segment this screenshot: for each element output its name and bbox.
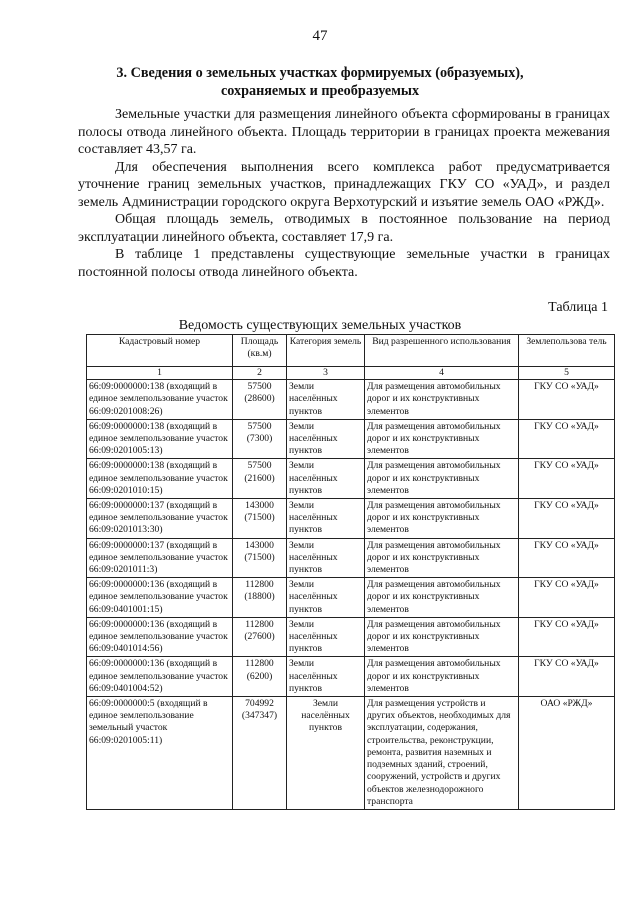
land-user-cell: ГКУ СО «УАД»: [519, 657, 615, 697]
table-header-row: [87, 335, 615, 367]
header-area: Площадь (кв.м): [233, 335, 287, 367]
permitted-use-cell: Для размещения автомобильных дорог и их конструктивных элементов: [365, 538, 519, 578]
table-row: [87, 419, 615, 459]
area-total: 143000: [245, 500, 274, 512]
column-number: 4: [365, 367, 519, 380]
table-row: [87, 538, 615, 578]
table-caption: Таблица 1: [548, 300, 608, 315]
table-row: [87, 617, 615, 657]
header-land-user: Землепользова тель: [519, 335, 615, 367]
header-permitted-use: Вид разрешенного использования: [365, 335, 519, 367]
cadastral-number-cell: 66:09:0000000:138 (входящий в единое землепользование участок 66:09:0201008:26): [87, 380, 233, 420]
land-user-cell: ГКУ СО «УАД»: [519, 578, 615, 618]
area-cell: [233, 419, 287, 459]
area-part: (27600): [244, 631, 275, 643]
table-row: [87, 499, 615, 539]
column-number-row: [87, 367, 615, 380]
category-cell: Земли населённых пунктов: [287, 380, 365, 420]
permitted-use-cell: Для размещения автомобильных дорог и их конструктивных элементов: [365, 419, 519, 459]
area-part: (28600): [244, 393, 275, 405]
cadastral-number-cell: 66:09:0000000:136 (входящий в единое землепользование участок 66:09:0401014:56): [87, 617, 233, 657]
table-row: [87, 459, 615, 499]
area-cell: [233, 617, 287, 657]
area-total: 57500: [247, 381, 272, 393]
area-part: (21600): [244, 472, 275, 484]
table-title: Ведомость существующих земельных участков: [178, 318, 462, 333]
area-total: 112800: [245, 658, 274, 670]
category-cell: Земли населённых пунктов: [287, 538, 365, 578]
category-cell: Земли населённых пунктов: [287, 459, 365, 499]
header-land-category: Категория земель: [287, 335, 365, 367]
area-cell: [233, 697, 287, 810]
land-plots-table: [86, 334, 615, 810]
cadastral-number-cell: 66:09:0000000:137 (входящий в единое землепользование участок 66:09:0201013:30): [87, 499, 233, 539]
category-cell: Земли населённых пунктов: [287, 697, 365, 810]
cadastral-number-cell: 66:09:0000000:137 (входящий в единое землепользование участок 66:09:0201011:3): [87, 538, 233, 578]
area-total: 57500: [247, 420, 272, 432]
permitted-use-cell: Для размещения автомобильных дорог и их конструктивных элементов: [365, 578, 519, 618]
permitted-use-cell: Для размещения устройств и других объектов, необходимых для эксплуатации, содержания, строительства, реконструкции, ремонта, развития наземных и подземных зданий, строений, сооружений, устройств и других объектов железнодорожного транспорта: [365, 697, 519, 810]
land-user-cell: ОАО «РЖД»: [519, 697, 615, 810]
area-total: 112800: [245, 618, 274, 630]
area-total: 143000: [245, 539, 274, 551]
area-part: (6200): [246, 670, 273, 682]
land-user-cell: ГКУ СО «УАД»: [519, 538, 615, 578]
area-part: (71500): [244, 512, 275, 524]
area-cell: [233, 499, 287, 539]
area-total: 704992: [245, 698, 274, 710]
land-user-cell: ГКУ СО «УАД»: [519, 380, 615, 420]
cadastral-number-cell: 66:09:0000000:138 (входящий в единое землепользование участок 66:09:0201010:15): [87, 459, 233, 499]
permitted-use-cell: Для размещения автомобильных дорог и их конструктивных элементов: [365, 617, 519, 657]
area-total: 57500: [247, 460, 272, 472]
area-part: (71500): [244, 551, 275, 563]
table-row: [87, 657, 615, 697]
cadastral-number-cell: 66:09:0000000:138 (входящий в единое землепользование участок 66:09:0201005:13): [87, 419, 233, 459]
land-user-cell: ГКУ СО «УАД»: [519, 617, 615, 657]
cadastral-number-cell: 66:09:0000000:136 (входящий в единое землепользование участок 66:09:0401001:15): [87, 578, 233, 618]
column-number: 2: [233, 367, 287, 380]
area-cell: [233, 657, 287, 697]
area-part: (7300): [246, 433, 273, 445]
category-cell: Земли населённых пунктов: [287, 499, 365, 539]
table-row: [87, 578, 615, 618]
section-heading-line-1: 3. Сведения о земельных участках формируемых (образуемых),: [116, 65, 524, 81]
area-cell: [233, 578, 287, 618]
land-user-cell: ГКУ СО «УАД»: [519, 499, 615, 539]
table-row: [87, 380, 615, 420]
column-number: 3: [287, 367, 365, 380]
category-cell: Земли населённых пунктов: [287, 578, 365, 618]
column-number: 5: [519, 367, 615, 380]
area-cell: [233, 380, 287, 420]
area-part: (347347): [241, 710, 278, 722]
table-row: [87, 697, 615, 810]
permitted-use-cell: Для размещения автомобильных дорог и их конструктивных элементов: [365, 657, 519, 697]
paragraph-4: В таблице 1 представлены существующие земельные участки в границах постоянной полосы отвода линейного объекта.: [78, 247, 610, 280]
permitted-use-cell: Для размещения автомобильных дорог и их конструктивных элементов: [365, 459, 519, 499]
paragraph-3: Общая площадь земель, отводимых в постоянное пользование на период эксплуатации линейного объекта, составляет 17,9 га.: [78, 212, 610, 245]
page-number: 47: [312, 28, 328, 44]
category-cell: Земли населённых пунктов: [287, 617, 365, 657]
header-cadastral-number: Кадастровый номер: [87, 335, 233, 367]
area-cell: [233, 459, 287, 499]
category-cell: Земли населённых пунктов: [287, 419, 365, 459]
land-user-cell: ГКУ СО «УАД»: [519, 419, 615, 459]
area-cell: [233, 538, 287, 578]
permitted-use-cell: Для размещения автомобильных дорог и их конструктивных элементов: [365, 499, 519, 539]
land-user-cell: ГКУ СО «УАД»: [519, 459, 615, 499]
area-total: 112800: [245, 579, 274, 591]
permitted-use-cell: Для размещения автомобильных дорог и их конструктивных элементов: [365, 380, 519, 420]
section-heading-line-2: сохраняемых и преобразуемых: [220, 83, 420, 99]
paragraph-1: Земельные участки для размещения линейного объекта сформированы в границах полосы отвода линейного объекта. Площадь территории в границах проекта межевания составляет 43,57 га.: [78, 107, 610, 157]
category-cell: Земли населённых пунктов: [287, 657, 365, 697]
section-heading: [80, 64, 560, 100]
cadastral-number-cell: 66:09:0000000:5 (входящий в единое землепользование земельный участок 66:09:0201005:11): [87, 697, 233, 810]
body-text: [78, 106, 610, 281]
paragraph-2: Для обеспечения выполнения всего комплекса работ предусматривается уточнение границ земельных участков, принадлежащих ГКУ СО «УАД», и раздел земель Администрации городского округа Верхотурский и изъятие земель ОАО «РЖД».: [78, 159, 610, 210]
column-number: 1: [87, 367, 233, 380]
area-part: (18800): [244, 591, 275, 603]
cadastral-number-cell: 66:09:0000000:136 (входящий в единое землепользование участок 66:09:0401004:52): [87, 657, 233, 697]
